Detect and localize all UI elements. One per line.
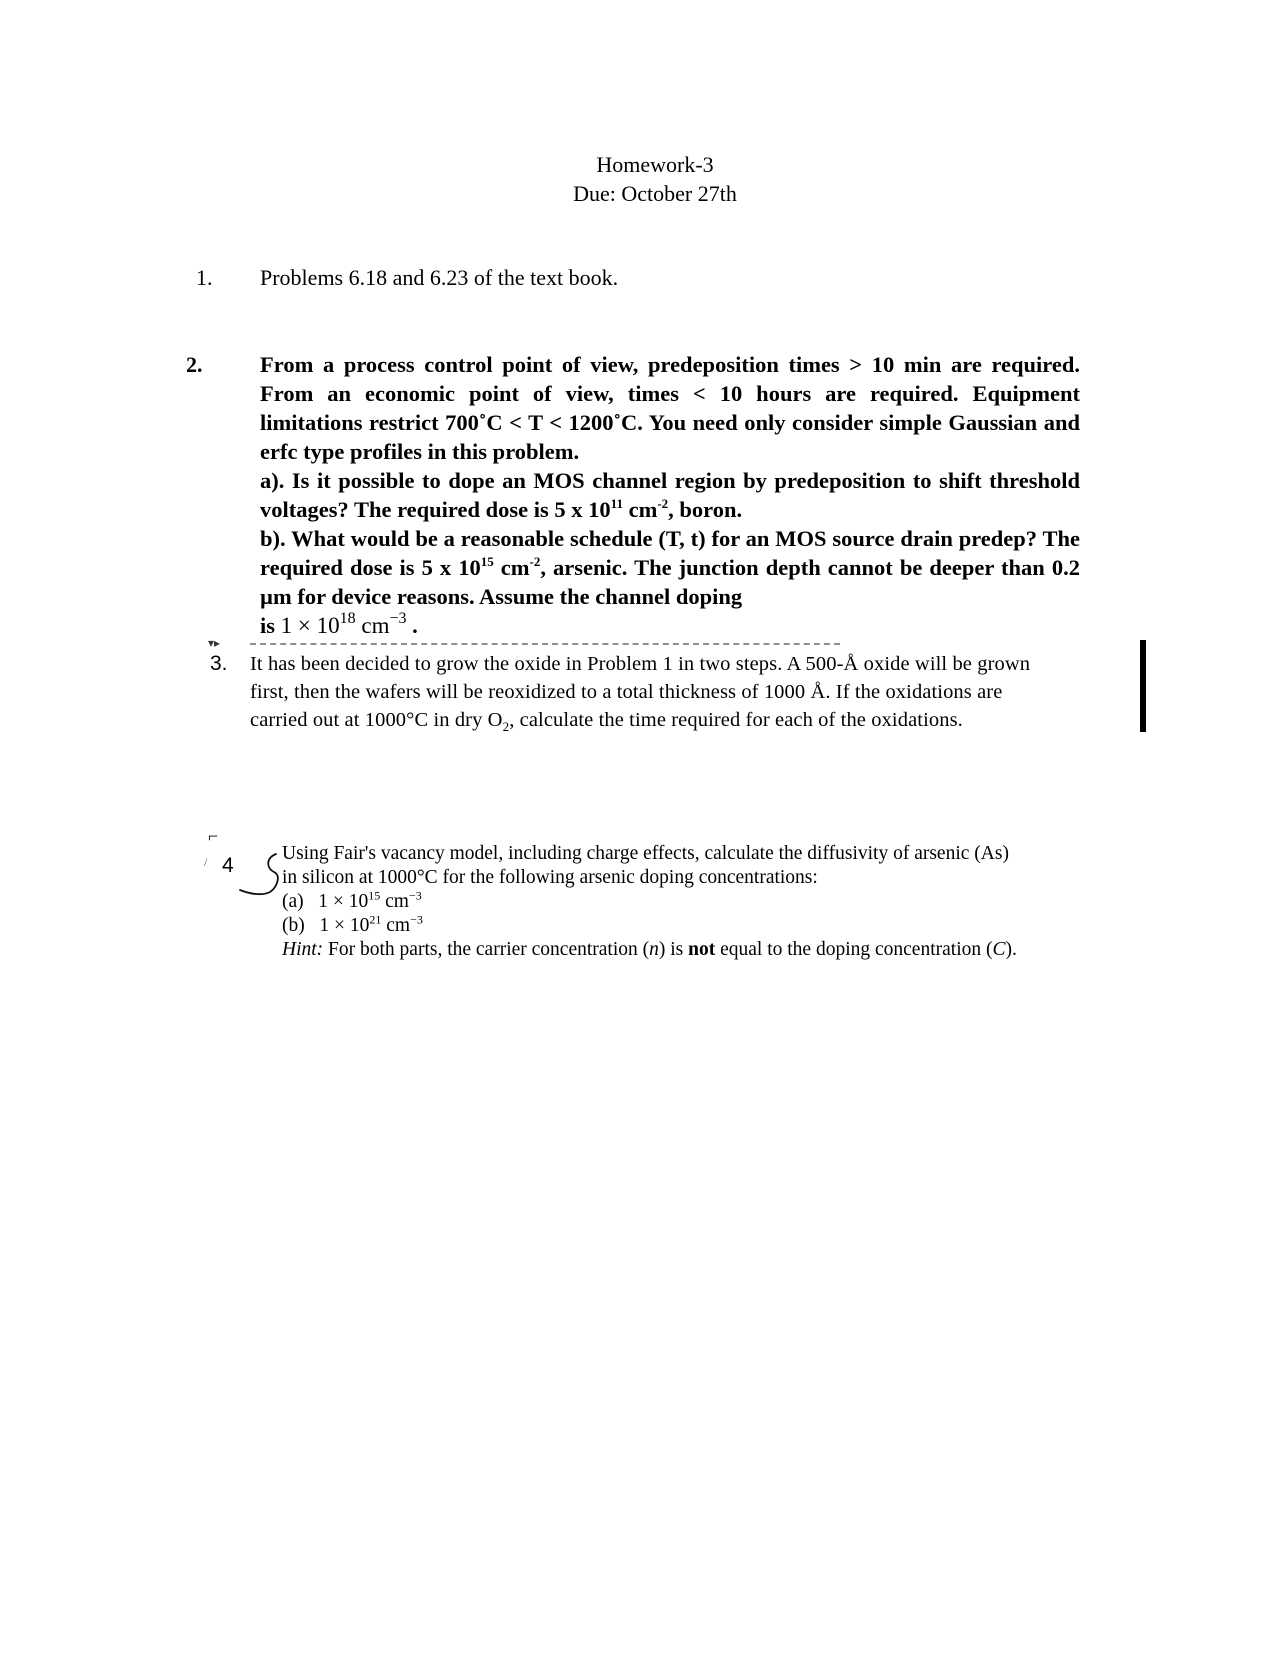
problem-1-number: 1.: [196, 265, 213, 290]
problem-4-item-a: (a) $1 \times 10^{15}$ $cm^{-3}$: [282, 888, 422, 912]
problem-3-block: [250, 650, 1130, 741]
problem-2-doping-line: is $1 \times 10^{18}$ $cm^{-3}$ .: [260, 610, 418, 638]
problem-3-number: 3.: [210, 652, 228, 675]
problem-3-line-3: carried out at 1000°C in dry $O_2$, calculate the time required for each of the oxidations.: [250, 709, 963, 735]
problem-2-part-a: a). Is it possible to dope an MOS channel region by predeposition to shift threshold voltages? The required dose is 5 x $10^{11}$ $cm^{-2}$, boron.: [260, 468, 1080, 522]
problem-3-line-2: first, then the wafers will be reoxidized to a total thickness of 1000 Å. If the oxidations are: [250, 681, 1003, 703]
problem-4-line-2: in silicon at 1000°C for the following arsenic doping concentrations:: [282, 867, 818, 888]
scan-edge-bar: [1140, 640, 1146, 732]
problem-2-part-b: b). What would be a reasonable schedule (T, t) for an MOS source drain predep? The required dose is 5 x $10^{15}$ $cm^{-2}$, arsenic. The junction depth cannot be deeper than 0.2 µm for device reasons. Assume the channel doping: [260, 526, 1080, 609]
scan-artifact-line: [250, 643, 840, 645]
handwritten-tick-mark: ⌐: [208, 826, 219, 846]
problem-4-item-b: (b) $1 \times 10^{21}$ $cm^{-3}$: [282, 912, 423, 936]
scan-speck: /: [204, 855, 208, 869]
document-title: Homework-3: [596, 152, 714, 177]
scan-artifact-mark: ▾▸: [208, 636, 221, 650]
document-header: [555, 150, 755, 208]
problem-1-text: Problems 6.18 and 6.23 of the text book.: [260, 265, 619, 290]
problem-3-line-1: It has been decided to grow the oxide in Problem 1 in two steps. A 500-Å oxide will be grown: [250, 653, 1031, 675]
problem-2-block: [260, 350, 1080, 640]
problem-4-block: [282, 842, 1162, 962]
problem-2-number: 2.: [186, 352, 203, 377]
doping-value: $1 \times 10^{18}$ $cm^{-3}$: [280, 610, 407, 638]
handwritten-brace-mark: [236, 850, 284, 906]
problem-4-line-1: Using Fair's vacancy model, including charge effects, calculate the diffusivity of arsenic (As): [282, 843, 1009, 864]
due-date: Due: October 27th: [573, 181, 737, 206]
problem-2-intro: From a process control point of view, predeposition times > 10 min are required. From an economic point of view, times < 10 hours are required. Equipment limitations restrict 700˚C < T < 1200˚C. You need only consider simple Gaussian and erfc type profiles in this problem.: [260, 352, 1080, 464]
problem-4-number: 4: [222, 854, 234, 877]
problem-4-hint: Hint: For both parts, the carrier concentration (n) is not equal to the doping concentration (C).: [282, 939, 1017, 960]
